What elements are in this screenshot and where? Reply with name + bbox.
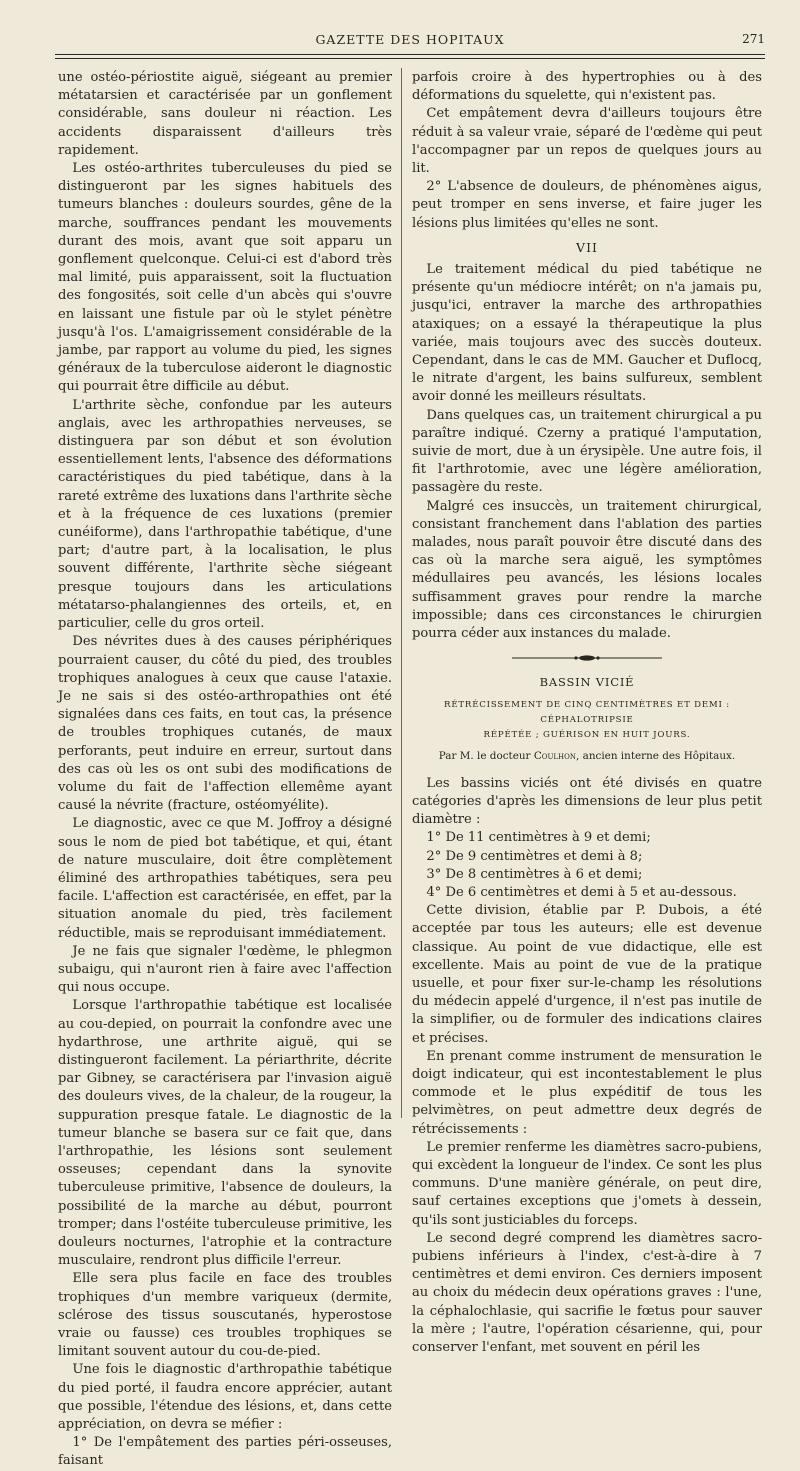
list-item: 1° De 11 centimètres à 9 et demi; <box>426 830 651 846</box>
paragraph: Cet empâtement devra d'ailleurs toujours être réduit à sa valeur vraie, séparé de l'œdème qui peut l'accompagner par un repos de quelques jours au lit. <box>412 106 762 177</box>
section-number: VII <box>576 239 598 255</box>
paragraph: Je ne fais que signaler l'œdème, le phlegmon subaigu, qui n'auront rien à faire avec l'affection qui nous occupe. <box>58 943 392 996</box>
left-column <box>58 69 392 1471</box>
paragraph: Une fois le diagnostic d'arthropathie tabétique du pied porté, il faudra encore apprécier, autant que possible, l'étendue des lésions, et, dans cette appréciation, on devra se méfier : <box>58 1362 392 1433</box>
paragraph: Elle sera plus facile en face des troubles trophiques d'un membre variqueux (dermite, sclérose des tissus souscutanés, hyperostose vraie ou fausse) ces troubles trophiques se limitant souvent autour du cou-de-pied. <box>58 1271 392 1360</box>
header-rule-thin <box>55 58 765 59</box>
article-title: BASSIN VICIÉ <box>539 675 635 690</box>
section-separator-ornament <box>412 655 762 661</box>
list-item: 3° De 8 centimètres à 6 et demi; <box>426 866 643 882</box>
paragraph: Les bassins viciés ont été divisés en quatre catégories d'après les dimensions de leur plus petit diamètre : <box>412 775 762 828</box>
paragraph: Les ostéo-arthrites tuberculeuses du pied se distingueront par les signes habituels des tumeurs blanches : douleurs sourdes, gêne de la marche, souffrances pendant les mouvements durant des mois, avant que soit apparu un gonflement quelconque. Celui-ci est d'abord très mal limité, puis apparaissent, soit la fluctuation des fongosités, soit celle d'un abcès qui s'ouvre en laissant une fistule par où le stylet pénètre jusqu'à l'os. L'amaigrissement considérable de la jambe, par rapport au volume du pied, les signes généraux de la tuberculose aideront le diagnostic qui pourrait être difficile au début. <box>58 161 392 395</box>
paragraph: Malgré ces insuccès, un traitement chirurgical, consistant franchement dans l'ablation des parties malades, nous paraît pouvoir être discuté dans des cas où la marche sera aiguë, les symptômes médullaires peu avancés, les lésions locales suffisamment graves pour rendre la marche impossible; dans ces circonstances le chirurgien pourra céder aux instances du malade. <box>412 498 762 642</box>
paragraph: parfois croire à des hypertrophies ou à des déformations du squelette, qui n'existent pas. <box>412 70 762 104</box>
paragraph: Le diagnostic, avec ce que M. Joffroy a désigné sous le nom de pied bot tabétique, et qui, étant de nature musculaire, doit être complètement éliminé des arthropathies tabétiques, sera peu facile. L'affection est caractérisée, en effet, par la situation anomale du pied, très facilement réductible, mais se reproduisant immédiatement. <box>58 816 392 941</box>
column-divider <box>401 68 402 1118</box>
list-item: 4° De 6 centimètres et demi à 5 et au-dessous. <box>426 884 737 900</box>
paragraph: 2° L'absence de douleurs, de phénomènes aigus, peut tromper en sens inverse, et faire juger les lésions plus limitées qu'elles ne sont. <box>412 179 762 231</box>
article-subtitle: RÉTRÉCISSEMENT DE CINQ CENTIMÈTRES ET DEMI : CÉPHALOTRIPSIE <box>444 699 730 725</box>
paragraph: Le second degré comprend les diamètres sacro-pubiens inférieurs à l'index, c'est-à-dire à 7 centimètres et demi environ. Ces derniers imposent au choix du médecin deux opérations graves : l'une, la céphalochlasie, qui sacrifie le fœtus pour sauver la mère ; l'autre, l'opération césarienne, qui, pour conserver l'enfant, met souvent en péril les <box>412 1230 762 1355</box>
right-column <box>412 69 762 1357</box>
paragraph: Le traitement médical du pied tabétique ne présente qu'un médiocre intérêt; on n'a jamais pu, jusqu'ici, entraver la marche des arthropathies ataxiques; on a essayé la thérapeutique la plus variée, mais toujours avec des succès douteux. Cependant, dans le cas de MM. Gaucher et Duflocq, le nitrate d'argent, les bains sulfureux, semblent avoir donné les meilleurs résultats. <box>412 262 762 405</box>
byline-prefix: Par M. le docteur <box>438 749 534 762</box>
author-name: Coulhon <box>533 749 577 762</box>
paragraph: Le premier renferme les diamètres sacro-pubiens, qui excèdent la longueur de l'index. Ce sont les plus communs. D'une manière générale, on peut dire, sauf certaines exceptions que j'omets à dessein, qu'ils sont justiciables du forceps. <box>412 1139 762 1228</box>
paragraph: Cette division, établie par P. Dubois, a été acceptée par tous les auteurs; elle est devenue classique. Au point de vue didactique, elle est excellente. Mais au point de vue de la pratique usuelle, et pour fixer sur-le-champ les résolutions du médecin appelé d'urgence, il n'est pas inutile de la simplifier, ou de formuler des indications claires et précises. <box>412 903 762 1046</box>
journal-title: GAZETTE DES HOPITAUX <box>315 32 505 47</box>
paragraph: une ostéo-périostite aiguë, siégeant au premier métatarsien et caractérisée par un gonflement considérable, sans douleur ni réaction. Les accidents disparaissent d'ailleurs très rapidement. <box>58 70 392 158</box>
paragraph: Dans quelques cas, un traitement chirurgical a pu paraître indiqué. Czerny a pratiqué l'amputation, suivie de mort, due à un érysipèle. Une autre fois, il fit l'arthrotomie, avec une légère amélioration, passagère du reste. <box>412 407 762 496</box>
paragraph: 1° De l'empâtement des parties péri-osseuses, faisant <box>58 1435 392 1469</box>
paragraph: L'arthrite sèche, confondue par les auteurs anglais, avec les arthropathies nerveuses, se distinguera par son début et son évolution essentiellement lents, l'absence des déformations caractéristiques du pied tabétique, dans à la rareté extrême des luxations dans l'arthrite sèche et à la fréquence de ces luxations (premier cunéiforme), dans l'arthropathie tabétique, d'une part; d'autre part, à la localisation, le plus souvent différente, l'arthrite sèche siégeant presque toujours dans les articulations métatarso-phalangiennes des orteils, et, en particulier, celle du gros orteil. <box>58 397 392 632</box>
article-subtitle: RÉPÉTÉE ; GUÉRISON EN HUIT JOURS. <box>483 729 691 740</box>
byline-suffix: , ancien interne des Hôpitaux. <box>576 749 736 762</box>
article-byline <box>412 747 762 765</box>
paragraph: Lorsque l'arthropathie tabétique est localisée au cou-depied, on pourrait la confondre avec une hydarthrose, une arthrite aiguë, qui se distingueront facilement. La périarthrite, décrite par Gibney, se caractérisera par l'invasion aiguë des douleurs vives, de la chaleur, de la rougeur, la suppuration presque fatale. Le diagnostic de la tumeur blanche se basera sur ce fait que, dans l'arthropathie, les lésions sont seulement osseuses; cependant dans la synovite tuberculeuse primitive, l'absence de douleurs, la possibilité de la marche au début, pourront tromper; dans l'ostéite tuberculeuse primitive, les douleurs nocturnes, l'atrophie et la contracture musculaire, rendront plus difficile l'erreur. <box>58 998 392 1269</box>
paragraph: Des névrites dues à des causes périphériques pourraient causer, du côté du pied, des troubles trophiques analogues à ceux que cause l'ataxie. Je ne sais si des ostéo-arthropathies ont été signalées dans ces faits, en tout cas, la présence de troubles trophiques cutanés, de maux perforants, peut induire en erreur, surtout dans des cas où les os ont subi des modifications de volume du fait de l'affection ellemême ayant causé la névrite (fracture, ostéomyélite). <box>58 634 392 814</box>
paragraph: En prenant comme instrument de mensuration le doigt indicateur, qui est incontestablement le plus commode et le plus expéditif de tous les pelvimètres, on peut admettre deux degrés de rétrécissements : <box>412 1048 762 1137</box>
list-item: 2° De 9 centimètres et demi à 8; <box>426 848 643 864</box>
header-rule-thick <box>55 54 765 55</box>
page-header <box>55 30 765 50</box>
page-number: 271 <box>742 32 765 46</box>
